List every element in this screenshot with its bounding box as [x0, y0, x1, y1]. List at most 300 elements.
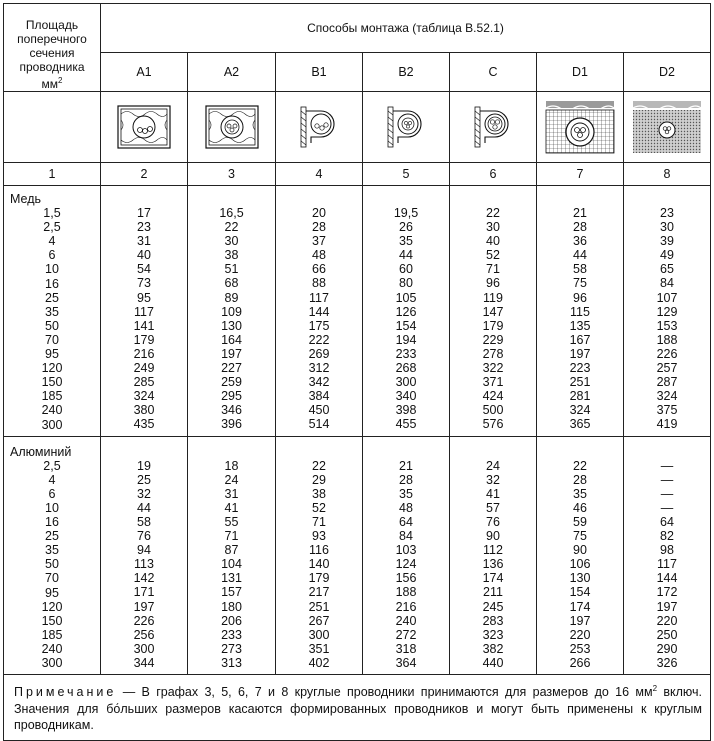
copper-d1-value: 96 [573, 290, 587, 305]
aluminium-a1-value: 142 [133, 571, 155, 586]
aluminium-b1-value: 29 [312, 472, 326, 487]
column-number-7: 7 [537, 163, 624, 186]
aluminium-a2-value: 41 [224, 500, 239, 515]
aluminium-label: Алюминий [10, 444, 72, 459]
aluminium-d1-value: 130 [569, 571, 591, 586]
copper-c-value: 179 [482, 318, 504, 333]
copper-c-value: 229 [482, 332, 504, 347]
header-line-2: поперечного [17, 32, 87, 46]
aluminium-c-value: 382 [482, 641, 504, 656]
copper-sizes-value: 300 [41, 417, 63, 432]
aluminium-d1-list [537, 459, 623, 670]
copper-d2-list [624, 206, 710, 432]
copper-d2-value: 65 [660, 262, 674, 277]
aluminium-b1-value: 300 [308, 627, 330, 642]
copper-c-value: 322 [482, 361, 504, 376]
copper-a2-value: 259 [221, 375, 242, 390]
aluminium-b1-cell [276, 436, 363, 675]
aluminium-c-value: 136 [482, 557, 504, 572]
copper-a1-value: 285 [133, 375, 155, 390]
column-number-5: 5 [363, 163, 450, 186]
copper-sizes-value: 6 [48, 248, 56, 263]
current-rating-table [3, 3, 711, 741]
aluminium-d1-value: 46 [573, 500, 587, 515]
copper-sizes-value: 70 [45, 332, 59, 347]
aluminium-b2-value: 216 [395, 599, 417, 614]
aluminium-b1-value: 93 [312, 529, 326, 544]
copper-sizes-value: 25 [45, 290, 59, 305]
aluminium-c-value: 283 [482, 613, 504, 628]
copper-sizes-value: 10 [45, 262, 59, 277]
copper-c-value: 119 [483, 290, 503, 305]
copper-b1-value: 222 [308, 332, 330, 347]
aluminium-a2-value: 180 [221, 599, 242, 614]
copper-b1-value: 269 [308, 346, 330, 361]
copper-d1-cell [537, 186, 624, 437]
copper-b1-value: 66 [312, 262, 326, 277]
cross-section-header [4, 4, 101, 92]
copper-label: Медь [10, 192, 42, 206]
copper-b1-value: 20 [312, 206, 326, 220]
copper-sizes-value: 16 [45, 276, 59, 291]
aluminium-a2-value: 233 [221, 627, 242, 642]
copper-c-value: 40 [486, 234, 500, 249]
aluminium-a2-value: 131 [221, 571, 242, 586]
aluminium-a1-value: 256 [133, 627, 155, 642]
copper-b2-value: 154 [395, 318, 417, 333]
aluminium-b2-value: 240 [395, 613, 417, 628]
copper-a1-value: 40 [137, 248, 151, 263]
copper-b2-value: 44 [399, 248, 413, 263]
copper-c-value: 278 [482, 346, 504, 361]
aluminium-sizes-value: 25 [45, 529, 59, 544]
copper-d1-value: 44 [573, 248, 587, 263]
aluminium-b2-value: 84 [399, 529, 413, 544]
copper-sizes-value: 35 [45, 304, 59, 319]
aluminium-sizes-value: 240 [41, 641, 63, 656]
copper-d2-value: 287 [656, 375, 678, 390]
aluminium-b2-value: 156 [395, 571, 417, 586]
copper-d1-value: 167 [569, 332, 591, 347]
header-line-3: сечения [29, 46, 75, 60]
aluminium-c-value: 245 [482, 599, 504, 614]
copper-b1-value: 384 [308, 389, 330, 404]
copper-d2-value: 257 [656, 361, 678, 376]
aluminium-a2-list [188, 459, 275, 670]
copper-b2-value: 455 [395, 417, 417, 432]
copper-sizes-value: 1,5 [43, 206, 61, 221]
copper-d1-value: 324 [569, 403, 591, 418]
copper-d1-value: 28 [573, 220, 587, 235]
aluminium-a2-value: 273 [221, 641, 242, 656]
copper-c-value: 424 [482, 389, 504, 404]
aluminium-d2-value: 172 [656, 585, 678, 600]
aluminium-c-value: 211 [483, 585, 503, 600]
copper-d2-value: 49 [660, 248, 674, 263]
copper-d2-value: 23 [660, 206, 674, 220]
aluminium-d2-value: 250 [656, 627, 678, 642]
aluminium-a2-value: 206 [221, 613, 242, 628]
copper-b1-cell [276, 186, 363, 437]
note-text-2: включ. Значения для бо́льших размеров касаются формированных проводников и могут быть применены к круглым проводникам. [14, 685, 702, 733]
aluminium-a2-value: 24 [224, 472, 239, 487]
copper-a2-value: 16,5 [219, 206, 244, 220]
copper-b2-value: 26 [399, 220, 413, 235]
copper-a1-value: 31 [137, 234, 151, 249]
method-d1-icon [537, 92, 624, 163]
aluminium-c-value: 440 [482, 655, 504, 670]
copper-a1-list [101, 206, 187, 432]
aluminium-sizes-value: 70 [45, 571, 59, 586]
aluminium-a1-cell [101, 436, 188, 675]
copper-d2-cell [624, 186, 711, 437]
aluminium-c-value: 112 [483, 543, 503, 558]
header-line-4: проводника [19, 60, 85, 74]
aluminium-b1-value: 71 [312, 514, 326, 529]
copper-a2-value: 109 [221, 304, 242, 319]
copper-a1-value: 179 [133, 332, 155, 347]
copper-b1-value: 88 [312, 276, 326, 291]
copper-c-value: 96 [486, 276, 500, 291]
column-number-1: 1 [4, 163, 101, 186]
copper-b1-value: 175 [308, 318, 330, 333]
copper-b2-value: 80 [399, 276, 413, 291]
copper-d2-value: 30 [660, 220, 674, 235]
copper-d2-value: 324 [656, 389, 678, 404]
aluminium-a1-value: 171 [133, 585, 155, 600]
copper-a1-value: 23 [137, 220, 151, 235]
copper-a2-value: 164 [221, 332, 242, 347]
copper-a2-value: 227 [221, 361, 242, 376]
aluminium-b1-list [276, 459, 362, 670]
copper-sizes-cell [4, 186, 101, 437]
aluminium-d1-value: 90 [573, 543, 587, 558]
header-blank-cell [4, 92, 101, 163]
copper-c-cell [450, 186, 537, 437]
aluminium-d1-value: 266 [569, 655, 591, 670]
copper-d2-value: 129 [656, 304, 678, 319]
table-note [4, 675, 711, 741]
aluminium-d1-value: 197 [569, 613, 591, 628]
copper-b2-value: 340 [395, 389, 417, 404]
aluminium-b2-value: 28 [399, 472, 413, 487]
copper-b1-value: 450 [308, 403, 330, 418]
aluminium-d2-value: 117 [657, 557, 677, 572]
aluminium-d2-value: — [660, 486, 674, 501]
column-number-6: 6 [450, 163, 537, 186]
copper-sizes-value: 50 [45, 318, 59, 333]
aluminium-c-cell [450, 436, 537, 675]
aluminium-b2-value: 21 [399, 458, 413, 473]
aluminium-d2-cell [624, 436, 711, 675]
aluminium-a2-value: 313 [221, 655, 242, 670]
aluminium-b1-value: 52 [312, 500, 326, 515]
aluminium-d2-value: 144 [656, 571, 678, 586]
aluminium-b2-list [363, 459, 449, 670]
aluminium-d1-value: 28 [573, 472, 587, 487]
copper-a2-value: 68 [224, 276, 239, 291]
copper-b2-value: 233 [395, 346, 417, 361]
method-d2-header: D2 [624, 52, 711, 91]
copper-c-value: 371 [482, 375, 504, 390]
copper-sizes-value: 240 [41, 403, 63, 418]
aluminium-sizes-value: 35 [45, 543, 59, 558]
aluminium-b2-value: 103 [395, 543, 417, 558]
aluminium-a1-value: 76 [137, 529, 151, 544]
aluminium-b1-value: 251 [308, 599, 330, 614]
copper-b2-value: 300 [395, 375, 417, 390]
copper-a2-value: 295 [221, 389, 242, 404]
copper-d1-list [537, 206, 623, 432]
method-a2-icon [188, 92, 276, 163]
copper-sizes-value: 120 [41, 361, 63, 376]
copper-a2-list [188, 206, 275, 432]
aluminium-a1-list [101, 459, 187, 670]
header-line-5: $мм^2$ [41, 76, 63, 91]
copper-a1-value: 380 [133, 403, 155, 418]
aluminium-sizes-value: 6 [48, 486, 56, 501]
aluminium-c-value: 32 [486, 472, 500, 487]
aluminium-a1-value: 344 [133, 655, 155, 670]
method-c-header: C [450, 52, 537, 91]
copper-b2-list [363, 206, 449, 432]
copper-d1-value: 251 [569, 375, 591, 390]
aluminium-sizes-value: 185 [41, 627, 63, 642]
copper-sizes-list [4, 206, 100, 432]
copper-d1-value: 135 [569, 318, 591, 333]
copper-b1-list [276, 206, 362, 432]
aluminium-a2-value: 18 [224, 458, 239, 473]
aluminium-c-value: 174 [482, 571, 504, 586]
aluminium-a2-value: 157 [221, 585, 242, 600]
aluminium-b2-value: 272 [395, 627, 417, 642]
copper-d2-value: 84 [660, 276, 674, 291]
aluminium-a2-value: 104 [221, 557, 242, 572]
aluminium-a1-value: 58 [137, 514, 151, 529]
aluminium-d2-value: 197 [656, 599, 678, 614]
aluminium-d1-value: 106 [569, 557, 591, 572]
copper-b2-value: 194 [395, 332, 417, 347]
aluminium-sizes-value: 10 [45, 500, 59, 515]
aluminium-a2-value: 71 [224, 529, 239, 544]
note-text-1: — В графах 3, 5, 6, 7 и 8 круглые проводники принимаются для размеров до 16 мм [116, 685, 653, 700]
copper-a1-value: 54 [137, 262, 151, 277]
aluminium-c-value: 76 [486, 514, 500, 529]
copper-b2-value: 35 [399, 234, 413, 249]
copper-d2-value: 188 [656, 332, 678, 347]
column-number-3: 3 [188, 163, 276, 186]
aluminium-a2-value: 55 [224, 514, 239, 529]
aluminium-d2-value: 64 [660, 514, 674, 529]
copper-a1-value: 117 [134, 304, 154, 319]
aluminium-sizes-cell [4, 436, 101, 675]
methods-caption: Способы монтажа (таблица В.52.1) [101, 4, 711, 53]
aluminium-d1-value: 75 [573, 529, 587, 544]
copper-b2-value: 19,5 [393, 206, 419, 220]
aluminium-a1-value: 197 [133, 599, 155, 614]
aluminium-b1-value: 38 [312, 486, 326, 501]
copper-d2-value: 153 [656, 318, 678, 333]
copper-a1-value: 73 [137, 276, 151, 291]
method-b1-header: B1 [276, 52, 363, 91]
aluminium-d2-value: — [660, 500, 674, 515]
aluminium-b2-value: 318 [395, 641, 417, 656]
copper-d1-value: 115 [570, 304, 590, 319]
copper-d2-value: 107 [656, 290, 678, 305]
aluminium-c-value: 24 [486, 458, 500, 473]
copper-c-value: 147 [482, 304, 504, 319]
aluminium-a1-value: 32 [137, 486, 151, 501]
method-b2-icon [363, 92, 450, 163]
note-sup: 2 [652, 684, 658, 694]
copper-b1-value: 144 [308, 304, 330, 319]
note-prefix: Примечание [14, 685, 117, 700]
copper-b2-value: 268 [395, 361, 417, 376]
copper-d1-value: 281 [569, 389, 591, 404]
copper-sizes-value: 95 [45, 347, 59, 362]
aluminium-a1-value: 113 [134, 557, 154, 572]
method-b1-icon [276, 92, 363, 163]
aluminium-b2-value: 124 [395, 557, 417, 572]
aluminium-b1-value: 351 [308, 641, 330, 656]
aluminium-b2-value: 48 [399, 500, 413, 515]
aluminium-a1-value: 19 [137, 458, 151, 473]
copper-a2-value: 346 [221, 403, 242, 418]
aluminium-b2-value: 364 [395, 655, 417, 670]
aluminium-b1-value: 402 [308, 655, 330, 670]
copper-a2-value: 38 [224, 248, 239, 263]
aluminium-b1-value: 140 [308, 557, 330, 572]
aluminium-sizes-value: 16 [45, 515, 59, 530]
copper-c-value: 22 [486, 206, 500, 220]
aluminium-d1-value: 174 [569, 599, 591, 614]
aluminium-d1-value: 253 [569, 641, 591, 656]
copper-d1-value: 75 [573, 276, 587, 291]
copper-a2-value: 197 [221, 346, 242, 361]
aluminium-sizes-value: 95 [45, 585, 59, 600]
aluminium-a2-value: 31 [224, 486, 239, 501]
copper-a2-value: 22 [224, 220, 239, 235]
aluminium-b1-value: 267 [308, 613, 330, 628]
aluminium-a1-value: 94 [137, 543, 151, 558]
copper-d2-value: 375 [656, 403, 678, 418]
method-a1-header: A1 [101, 52, 188, 91]
method-d1-header: D1 [537, 52, 624, 91]
aluminium-d2-value: 326 [656, 655, 678, 670]
copper-c-value: 576 [482, 417, 504, 432]
copper-b1-value: 514 [308, 417, 330, 432]
copper-a1-value: 324 [133, 389, 155, 404]
aluminium-a2-value: 87 [224, 543, 239, 558]
aluminium-c-value: 57 [486, 500, 500, 515]
aluminium-b1-value: 116 [309, 543, 329, 558]
column-number-4: 4 [276, 163, 363, 186]
copper-sizes-value: 4 [48, 234, 56, 249]
copper-b2-cell [363, 186, 450, 437]
header-line-1: Площадь [25, 18, 79, 32]
method-a1-icon [101, 92, 188, 163]
copper-b1-value: 28 [312, 220, 326, 235]
aluminium-a1-value: 226 [133, 613, 155, 628]
column-number-2: 2 [101, 163, 188, 186]
aluminium-sizes-value: 300 [41, 656, 63, 670]
aluminium-d2-value: — [660, 472, 674, 487]
method-c-icon [450, 92, 537, 163]
copper-c-value: 30 [486, 220, 500, 235]
aluminium-d2-value: 220 [656, 613, 678, 628]
copper-a2-value: 30 [224, 234, 239, 249]
copper-d2-value: 39 [660, 234, 674, 249]
aluminium-sizes-value: 150 [41, 613, 63, 628]
method-a2-header: A2 [188, 52, 276, 91]
copper-b1-value: 342 [308, 375, 330, 390]
aluminium-c-value: 90 [486, 529, 500, 544]
copper-d2-value: 226 [656, 346, 678, 361]
copper-c-list [450, 206, 536, 432]
copper-a1-cell [101, 186, 188, 437]
copper-sizes-value: 150 [41, 375, 63, 390]
copper-d2-value: 419 [656, 417, 678, 432]
copper-b1-value: 48 [312, 248, 326, 263]
aluminium-a1-value: 300 [133, 641, 155, 656]
aluminium-d1-value: 59 [573, 514, 587, 529]
aluminium-d2-value: 82 [660, 529, 674, 544]
aluminium-a2-cell [188, 436, 276, 675]
copper-d1-value: 21 [573, 206, 587, 220]
aluminium-sizes-value: 2,5 [43, 458, 61, 473]
copper-d1-value: 365 [569, 417, 591, 432]
aluminium-d1-value: 220 [569, 627, 591, 642]
copper-a1-value: 216 [133, 346, 155, 361]
copper-sizes-value: 2,5 [43, 220, 61, 235]
copper-b1-value: 312 [308, 361, 330, 376]
column-number-8: 8 [624, 163, 711, 186]
copper-b1-value: 37 [312, 234, 326, 249]
aluminium-c-value: 41 [486, 486, 500, 501]
aluminium-c-value: 323 [482, 627, 504, 642]
aluminium-d1-value: 35 [573, 486, 587, 501]
copper-a1-value: 435 [133, 417, 155, 432]
aluminium-b2-value: 188 [395, 585, 417, 600]
copper-c-value: 52 [486, 248, 500, 263]
aluminium-d2-value: — [660, 458, 674, 473]
aluminium-sizes-value: 4 [48, 472, 56, 487]
copper-b2-value: 60 [399, 262, 413, 277]
copper-d1-value: 223 [569, 361, 591, 376]
aluminium-b2-cell [363, 436, 450, 675]
aluminium-a1-value: 44 [137, 500, 151, 515]
copper-d1-value: 58 [573, 262, 587, 277]
copper-d1-value: 36 [573, 234, 587, 249]
aluminium-d2-value: 290 [656, 641, 678, 656]
aluminium-sizes-value: 50 [45, 557, 59, 572]
method-b2-header: B2 [363, 52, 450, 91]
copper-a1-value: 249 [133, 361, 155, 376]
aluminium-c-list [450, 459, 536, 670]
aluminium-sizes-value: 120 [41, 599, 63, 614]
aluminium-b1-value: 217 [308, 585, 330, 600]
aluminium-d1-value: 154 [569, 585, 591, 600]
copper-a1-value: 95 [137, 290, 151, 305]
aluminium-d1-value: 22 [573, 458, 587, 473]
method-d2-icon [624, 92, 711, 163]
aluminium-b2-value: 35 [399, 486, 413, 501]
aluminium-sizes-list [4, 459, 100, 670]
copper-a2-value: 130 [221, 318, 242, 333]
copper-a1-value: 17 [137, 206, 151, 220]
copper-sizes-value: 185 [41, 389, 63, 404]
copper-a2-value: 89 [224, 290, 239, 305]
